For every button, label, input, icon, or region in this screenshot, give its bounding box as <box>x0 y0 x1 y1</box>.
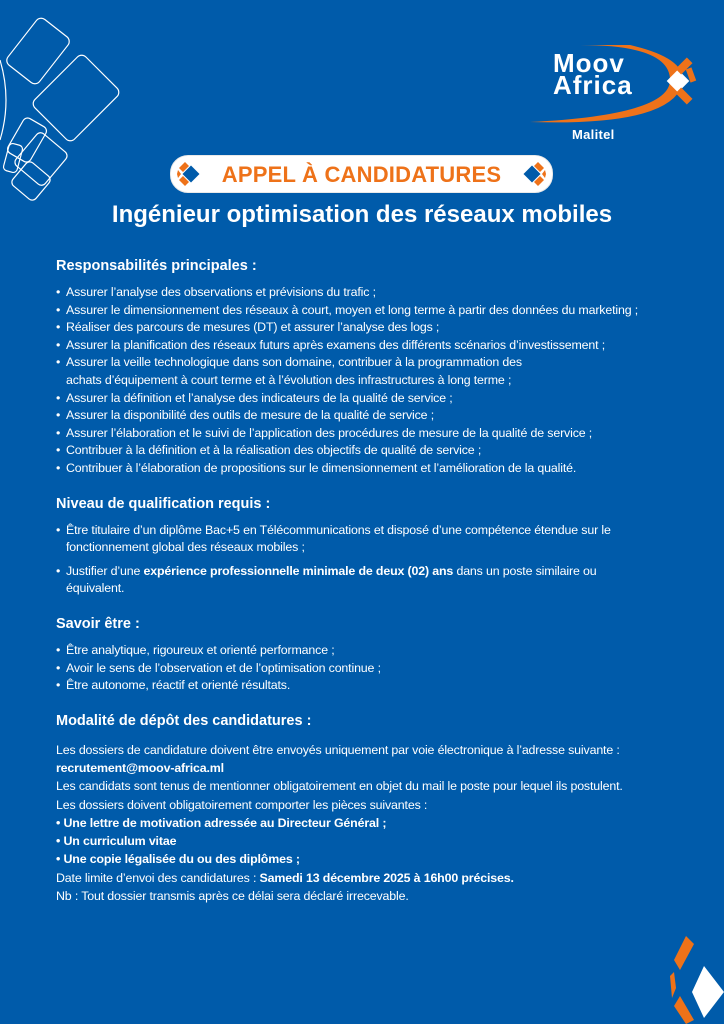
logo-text-africa: Africa <box>553 70 633 100</box>
list-item: • Assurer la veille technologique dans son domaine, contribuer à la programmation des achats d’équipement à court terme et à l’évolution des infrastructures à long terme ; <box>56 354 696 389</box>
job-description <box>56 256 696 921</box>
section-title: Responsabilités principales : <box>56 258 257 274</box>
list-item: • Assurer la définition et l’analyse des indicateurs de la qualité de service ; <box>56 390 696 408</box>
moov-africa-logo <box>520 40 720 150</box>
document-item: • Un curriculum vitae <box>56 834 177 849</box>
experience-requirement: expérience professionnelle minimale de deux (02) ans <box>143 563 454 578</box>
list-item: • Assurer l’élaboration et le suivi de l’application des procédures de mesure de la qualité de service ; <box>56 425 696 443</box>
list-item: • Réaliser des parcours de mesures (DT) et assurer l’analyse des logs ; <box>56 319 696 337</box>
section-soft-skills <box>56 614 696 695</box>
section-responsibilities <box>56 256 696 478</box>
document-item: • Une copie légalisée du ou des diplômes ; <box>56 852 300 867</box>
job-title: Ingénieur optimisation des réseaux mobiles <box>111 201 613 228</box>
list-item: • Contribuer à l’élaboration de propositions sur le dimensionnement et l’amélioration de la qualité. <box>56 460 696 478</box>
documents-intro: Les dossiers doivent obligatoirement comporter les pièces suivantes : <box>56 797 428 812</box>
deadline-note: Nb : Tout dossier transmis après ce délai sera déclaré irrecevable. <box>56 889 409 904</box>
qualification-list <box>56 522 696 598</box>
document-item: • Une lettre de motivation adressée au Directeur Général ; <box>56 815 387 830</box>
section-application <box>56 711 696 906</box>
list-item: • Assurer la disponibilité des outils de mesure de la qualité de service ; <box>56 407 696 425</box>
section-title: Modalité de dépôt des candidatures : <box>56 712 312 729</box>
logo-subtitle: Malitel <box>572 127 615 142</box>
list-item <box>56 563 696 598</box>
list-item-text: dans un poste similaire ou équivalent. <box>66 563 597 596</box>
call-for-applications-banner <box>170 155 553 193</box>
list-item: • Assurer la planification des réseaux futurs après examens des différents scénarios d’investissement ; <box>56 337 696 355</box>
logo-text-moov: Moov <box>553 48 625 78</box>
section-title: Niveau de qualification requis : <box>56 495 271 512</box>
section-title: Savoir être : <box>56 615 140 632</box>
soft-skills-list <box>56 642 696 695</box>
list-item: • Être titulaire d’un diplôme Bac+5 en Télécommunications et disposé d’une compétence étendue sur le fonctionnement global des réseaux mobiles ; <box>56 522 696 557</box>
decorative-diamond-mark-icon <box>656 930 724 1024</box>
deadline-label: Date limite d’envoi des candidatures : <box>56 870 260 885</box>
subject-note: Les candidats sont tenus de mentionner obligatoirement en objet du mail le poste pour lequel ils postulent. <box>56 779 623 794</box>
section-qualification <box>56 494 696 598</box>
list-item: • Avoir le sens de l’observation et de l’optimisation continue ; <box>56 660 696 678</box>
responsibilities-list <box>56 284 696 478</box>
decorative-outline-diamonds <box>0 0 130 210</box>
application-email-link[interactable]: recrutement@moov-africa.ml <box>56 760 224 775</box>
list-item: • Assurer le dimensionnement des réseaux à court, moyen et long terme à partir des données du marketing ; <box>56 302 696 320</box>
banner-label: APPEL À CANDIDATURES <box>221 162 502 187</box>
list-item: • Être autonome, réactif et orienté résultats. <box>56 677 696 695</box>
list-item-text: Justifier d’une <box>66 563 144 578</box>
list-item: • Assurer l’analyse des observations et prévisions du trafic ; <box>56 284 696 302</box>
diamond-logo-icon <box>520 160 548 188</box>
deadline <box>56 869 696 887</box>
application-intro: Les dossiers de candidature doivent être envoyés uniquement par voie électronique à l’adresse suivante : <box>56 742 620 757</box>
list-item: • Être analytique, rigoureux et orienté performance ; <box>56 642 696 660</box>
deadline-date: Samedi 13 décembre 2025 à 16h00 précises. <box>259 870 514 885</box>
list-item: • Contribuer à la définition et à la réalisation des objectifs de qualité de service ; <box>56 442 696 460</box>
